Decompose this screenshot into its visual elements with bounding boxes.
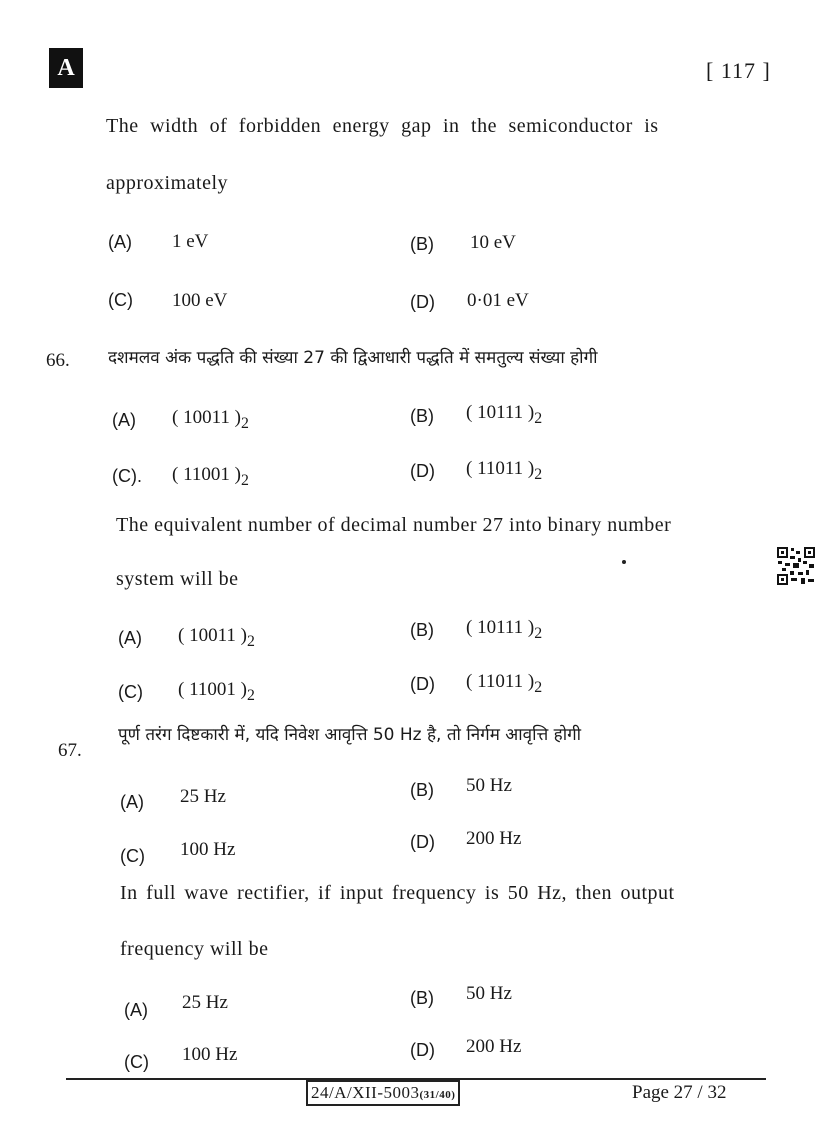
- q67-hindi-option-b-key: (B): [410, 780, 434, 800]
- q66-english-option-b-key: (B): [410, 620, 434, 640]
- q66-hindi-text: दशमलव अंक पद्धति की संख्या 27 की द्विआधारी पद्धति में समतुल्य संख्या होगी: [108, 348, 598, 368]
- q66-english-line1: The equivalent number of decimal number 27 into binary number: [116, 514, 672, 536]
- q66-hindi-option-a: ( 10011 )$_2$: [172, 407, 249, 432]
- q66-english-option-b: ( 10111 )$_2$: [466, 617, 543, 642]
- q67-english-option-a-key: (A): [124, 1000, 148, 1020]
- q65-option-d-key: (D): [410, 292, 435, 312]
- paper-code: 24/A/XII-5003(31/40): [306, 1080, 460, 1106]
- q66-hindi-option-c-key: (C).: [112, 466, 142, 486]
- q67-english-line1: In full wave rectifier, if input frequency is 50 Hz, then output: [120, 882, 675, 904]
- q67-english-option-c-key: (C): [124, 1052, 149, 1072]
- q66-hindi-option-a-key: (A): [112, 410, 136, 430]
- q66-hindi-option-d: ( 11011 )$_2$: [466, 458, 543, 483]
- q65-option-c-key: (C): [108, 290, 133, 310]
- q66-number: 66.: [46, 350, 70, 371]
- q65-option-a-value: 1 eV: [172, 231, 209, 252]
- q65-option-b-value: 10 eV: [470, 232, 516, 253]
- q65-option-a-key: (A): [108, 232, 132, 252]
- q66-english-option-d-key: (D): [410, 674, 435, 694]
- q67-english-option-b-key: (B): [410, 988, 434, 1008]
- q67-hindi-option-a-key: (A): [120, 792, 144, 812]
- q66-english-option-a-key: (A): [118, 628, 142, 648]
- q66-english-option-c-key: (C): [118, 682, 143, 702]
- q67-english-option-b-value: 50 Hz: [466, 983, 512, 1004]
- q65-text-line2: approximately: [106, 172, 229, 194]
- q67-english-option-c-value: 100 Hz: [182, 1044, 238, 1065]
- q67-english-option-d-key: (D): [410, 1040, 435, 1060]
- q67-hindi-option-d-value: 200 Hz: [466, 828, 522, 849]
- q67-hindi-option-a-value: 25 Hz: [180, 786, 226, 807]
- q66-hindi-option-d-key: (D): [410, 461, 435, 481]
- q67-english-line2: frequency will be: [120, 938, 269, 960]
- q65-text-line1: The width of forbidden energy gap in the semiconductor is: [106, 115, 659, 137]
- q66-hindi-option-c: ( 11001 )$_2$: [172, 464, 249, 489]
- q67-hindi-option-b-value: 50 Hz: [466, 775, 512, 796]
- q67-hindi-text: पूर्ण तरंग दिष्टकारी में, यदि निवेश आवृत्ति 50 Hz है, तो निर्गम आवृत्ति होगी: [118, 725, 582, 745]
- stray-dot: [622, 560, 626, 564]
- q67-number: 67.: [58, 740, 82, 761]
- q66-hindi-option-b: ( 10111 )$_2$: [466, 402, 543, 427]
- q65-option-d-value: 0·01 eV: [467, 290, 529, 311]
- q67-english-option-a-value: 25 Hz: [182, 992, 228, 1013]
- q66-hindi-option-b-key: (B): [410, 406, 434, 426]
- qr-code-icon: [776, 546, 816, 586]
- q67-english-option-d-value: 200 Hz: [466, 1036, 522, 1057]
- set-badge: A: [49, 48, 83, 88]
- q65-option-c-value: 100 eV: [172, 290, 228, 311]
- q67-hindi-option-c-key: (C): [120, 846, 145, 866]
- q67-hindi-option-d-key: (D): [410, 832, 435, 852]
- page-number: [ 117 ]: [706, 58, 771, 83]
- q66-english-option-c: ( 11001 )$_2$: [178, 679, 255, 704]
- q66-english-line2: system will be: [116, 568, 239, 590]
- q66-english-option-a: ( 10011 )$_2$: [178, 625, 255, 650]
- q67-hindi-option-c-value: 100 Hz: [180, 839, 236, 860]
- footer-page-number: Page 27 / 32: [632, 1082, 727, 1103]
- q66-english-option-d: ( 11011 )$_2$: [466, 671, 543, 696]
- q65-option-b-key: (B): [410, 234, 434, 254]
